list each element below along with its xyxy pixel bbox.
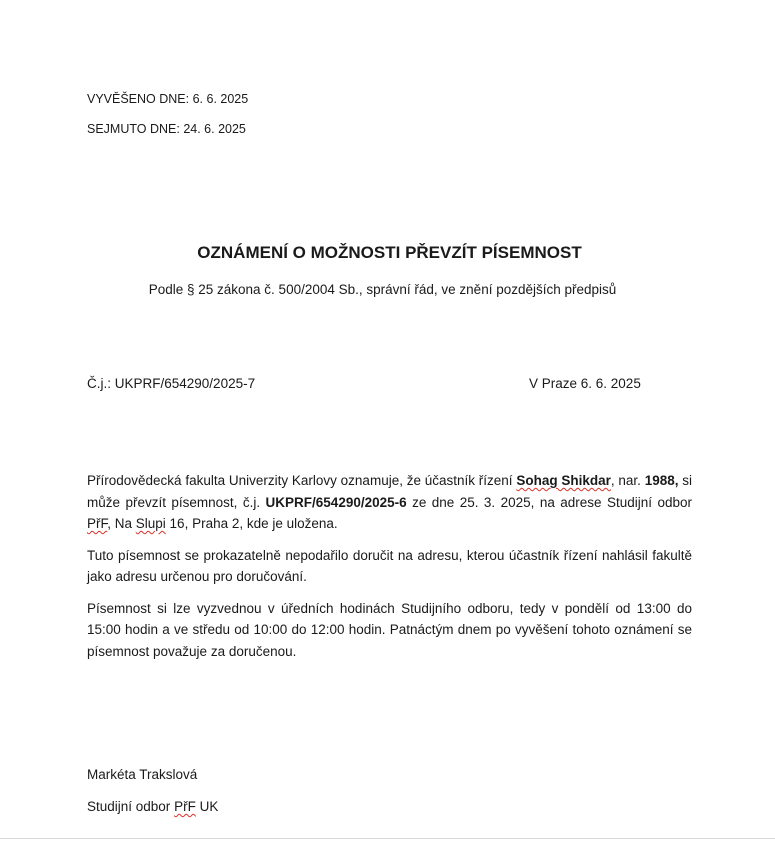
- removed-label: SEJMUTO DNE: [87, 122, 177, 136]
- prf-abbreviation: PřF: [87, 516, 108, 531]
- posted-separator: :: [185, 92, 193, 106]
- paragraph-pickup-hours: Písemnost si lze vyzvednou v úředních hodinách Studijního odboru, tedy v pondělí od 13:00 do 15:00 hodin a ve středu od 10:00 do 12:00 hodin. Patnáctým dnem po vyvěšení tohoto oznámení se písemnost považuje za doručenou.: [87, 600, 692, 659]
- document-reference: UKPRF/654290/2025-6: [265, 494, 407, 510]
- removed-separator: :: [176, 122, 184, 136]
- page-bottom-rule: [0, 838, 775, 839]
- text-segment: , nar.: [610, 473, 645, 488]
- paragraph-delivery-failure: Tuto písemnost se prokazatelně nepodařilo doručit na adresu, kterou účastník řízení nahlásil fakultě jako adresu určenou pro doručování.: [87, 547, 692, 584]
- text-segment: ze dne 25. 3. 2025, na adrese Studijní odbor: [406, 494, 692, 510]
- paragraph-notice: [87, 470, 692, 535]
- document-body: [87, 470, 692, 672]
- department-abbreviation: PřF: [174, 799, 196, 814]
- signatory-department: [87, 799, 218, 814]
- posted-date-line: [87, 92, 248, 106]
- removed-date-line: [87, 122, 246, 136]
- text-segment: 16, Praha 2, kde je uložena.: [165, 516, 338, 531]
- posted-date: 6. 6. 2025: [192, 92, 249, 106]
- removed-date: 24. 6. 2025: [183, 122, 246, 136]
- text-segment: , Na: [107, 516, 136, 531]
- street-name: Slupi: [135, 516, 166, 531]
- reference-number: Č.j.: UKPRF/654290/2025-7: [87, 376, 256, 391]
- department-prefix: Studijní odbor: [87, 799, 175, 814]
- department-suffix: UK: [195, 799, 219, 814]
- recipient-name: Sohag Shikdar: [516, 473, 611, 488]
- place-and-date: V Praze 6. 6. 2025: [529, 376, 641, 391]
- posted-label: VYVĚŠENO DNE: [87, 92, 186, 106]
- document-title: OZNÁMENÍ O MOŽNOSTI PŘEVZÍT PÍSEMNOST: [197, 243, 582, 262]
- birth-year: 1988,: [644, 473, 679, 488]
- text-segment: si může převzít písemnost, č.j.: [87, 473, 692, 510]
- text-segment: Přírodovědecká fakulta Univerzity Karlovy oznamuje, že účastník řízení: [87, 473, 517, 488]
- legal-basis-subtitle: Podle § 25 zákona č. 500/2004 Sb., správní řád, ve znění pozdějších předpisů: [148, 282, 617, 297]
- signatory-name: Markéta Trakslová: [87, 767, 198, 782]
